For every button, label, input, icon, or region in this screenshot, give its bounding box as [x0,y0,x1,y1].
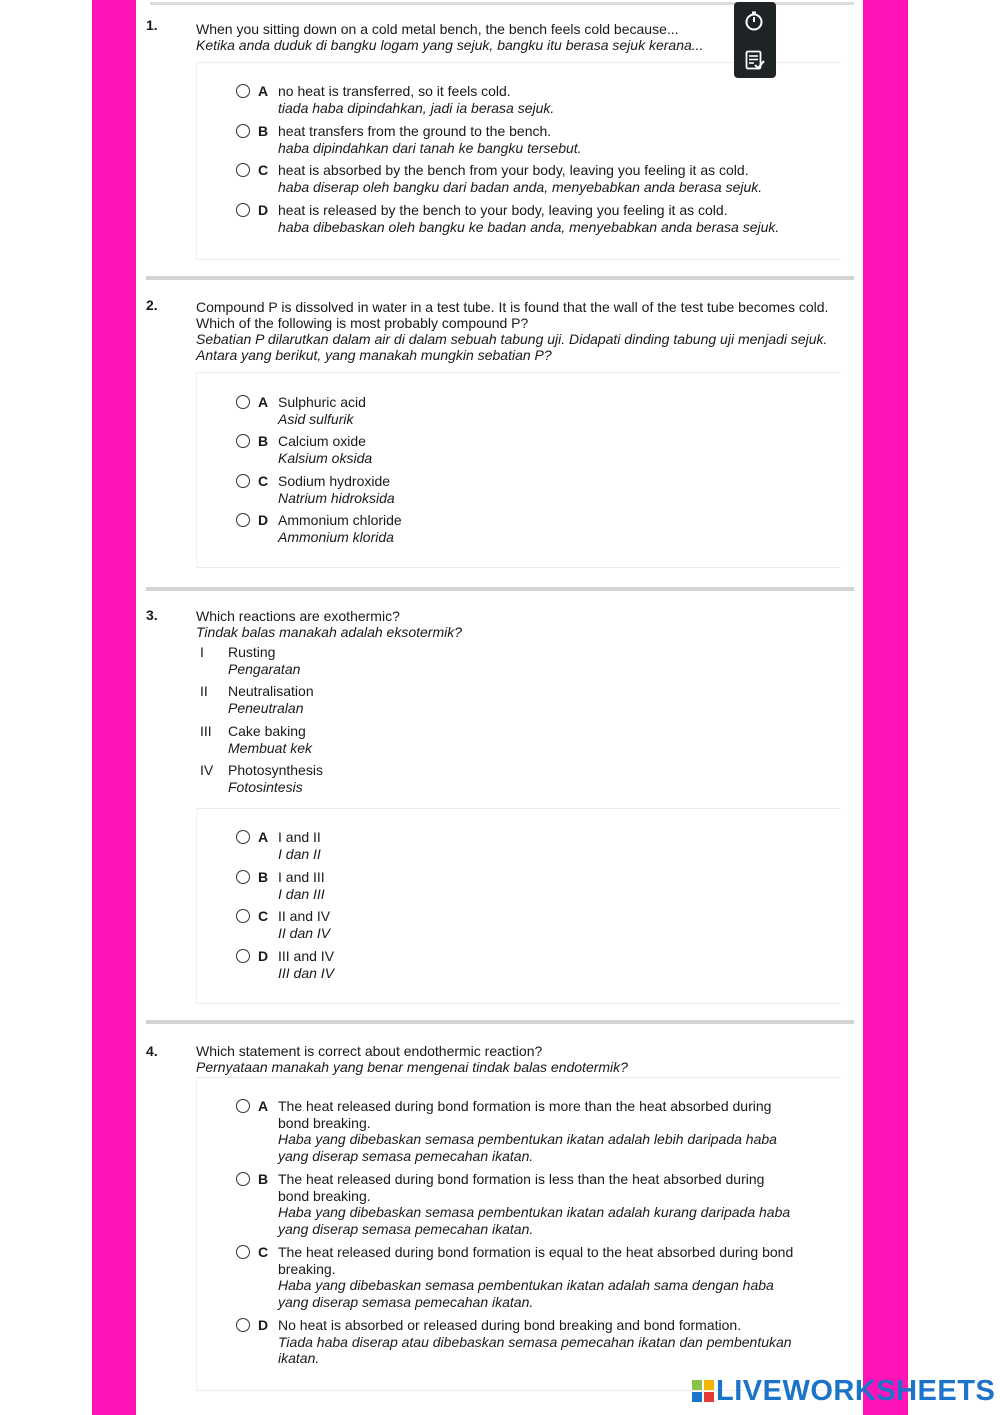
option-text-ms: I dan III [278,885,325,902]
statement-text-ms: Fotosintesis [228,778,303,795]
option-text-en: heat is released by the bench to your body, leaving you feeling it as cold. [278,202,728,218]
statement-text-en: Rusting [228,644,276,660]
option-letter: A [258,394,269,410]
question-2-number: 2. [146,297,158,313]
option-letter: D [258,948,269,964]
statement-text-ms: Pengaratan [228,660,301,677]
option-text-en: Ammonium chloride [278,512,402,528]
question-3-number: 3. [146,607,158,623]
option-text-ms: III dan IV [278,964,335,981]
liveworksheets-brand[interactable] [692,1374,995,1408]
statement-text-ms: Peneutralan [228,699,304,716]
question-2-text [196,299,836,363]
option-letter: B [258,433,269,449]
option-text-en: heat is absorbed by the bench from your body, leaving you feeling it as cold. [278,162,749,178]
option-text-en: The heat released during bond formation is equal to the heat absorbed during bond breaking. [278,1244,794,1277]
statement-text-ms: Membuat kek [228,739,313,756]
option-letter: B [258,1171,269,1187]
radio-button[interactable] [236,870,250,884]
question-1-number: 1. [146,17,158,33]
statement-numeral: I [200,644,204,660]
option-text-ms: haba dibebaskan oleh bangku ke badan anda, menyebabkan anda berasa sejuk. [278,218,780,235]
option-text-en: Calcium oxide [278,433,366,449]
radio-button[interactable] [236,1245,250,1259]
radio-button[interactable] [236,434,250,448]
brand-name: LIVEWORKSHEETS [716,1374,996,1407]
radio-button[interactable] [236,949,250,963]
option-text-ms: tiada haba dipindahkan, jadi ia berasa sejuk. [278,99,555,116]
option-letter: D [258,512,269,528]
right-pink-band [863,0,908,1415]
statement-numeral: II [200,683,208,699]
option-letter: C [258,473,269,489]
question-4-text [196,1043,836,1075]
option-text-ms: Tiada haba diserap atau dibebaskan semasa pemecahan ikatan dan pembentukan ikatan. [278,1333,792,1366]
floating-toolbar [734,2,776,78]
option-text-en: III and IV [278,948,335,964]
option-letter: C [258,1244,269,1260]
option-letter: C [258,162,269,178]
statement-text-en: Photosynthesis [228,762,323,778]
option-letter: D [258,1317,269,1333]
radio-button[interactable] [236,830,250,844]
radio-button[interactable] [236,513,250,527]
option-text-ms: Asid sulfurik [278,410,354,427]
option-text-en: heat transfers from the ground to the bench. [278,123,552,139]
option-text-en: The heat released during bond formation is more than the heat absorbed during bond breaking. [278,1098,772,1131]
question-4-number: 4. [146,1043,158,1059]
option-letter: A [258,83,269,99]
option-text-en: Sulphuric acid [278,394,366,410]
question-2-text-ms: Sebatian P dilarutkan dalam air di dalam sebuah tabung uji. Didapati dinding tabung uji menjadi sejuk. Antara yang berikut, yang manakah mungkin sebatian P? [196,331,828,363]
question-divider [146,1020,854,1024]
liveworksheets-logo-icon [692,1380,714,1402]
option-text-ms: haba diserap oleh bangku dari badan anda, menyebabkan anda berasa sejuk. [278,178,763,195]
radio-button[interactable] [236,163,250,177]
statement-numeral: IV [200,762,214,778]
option-text-ms: Natrium hidroksida [278,489,395,506]
option-letter: C [258,908,269,924]
question-divider [146,587,854,591]
option-letter: B [258,869,269,885]
radio-button[interactable] [236,203,250,217]
question-2-text-en: Compound P is dissolved in water in a test tube. It is found that the wall of the test tube becomes cold. Which of the following is most probably compound P? [196,299,829,331]
question-4-text-en: Which statement is correct about endothermic reaction? [196,1043,543,1059]
radio-button[interactable] [236,84,250,98]
option-text-en: no heat is transferred, so it feels cold. [278,83,511,99]
option-text-en: I and II [278,829,321,845]
option-text-en: II and IV [278,908,331,924]
question-3-text-en: Which reactions are exothermic? [196,608,400,624]
radio-button[interactable] [236,124,250,138]
radio-button[interactable] [236,1318,250,1332]
option-text-en: The heat released during bond formation is less than the heat absorbed during bond breaking. [278,1171,765,1204]
option-text-ms: Haba yang dibebaskan semasa pembentukan ikatan adalah kurang daripada haba yang diserap semasa pemecahan ikatan. [278,1204,791,1237]
option-letter: A [258,829,269,845]
option-text-ms: II dan IV [278,924,331,941]
option-letter: A [258,1098,269,1114]
option-letter: B [258,123,269,139]
notes-check-icon[interactable] [745,50,765,70]
question-1-text-en: When you sitting down on a cold metal bench, the bench feels cold because... [196,21,679,37]
option-text-ms: Ammonium klorida [278,528,394,545]
option-text-ms: Haba yang dibebaskan semasa pembentukan ikatan adalah sama dengan haba yang diserap semasa pemecahan ikatan. [278,1277,774,1310]
worksheet-page [136,0,863,1415]
radio-button[interactable] [236,395,250,409]
option-text-ms: haba dipindahkan dari tanah ke bangku tersebut. [278,139,582,156]
statement-text-en: Neutralisation [228,683,314,699]
option-text-ms: Kalsium oksida [278,449,373,466]
stopwatch-icon[interactable] [744,11,764,31]
radio-button[interactable] [236,909,250,923]
option-text-en: No heat is absorbed or released during bond breaking and bond formation. [278,1317,742,1333]
statement-numeral: III [200,723,212,739]
option-text-ms: I dan II [278,845,321,862]
left-pink-band [92,0,136,1415]
question-4-text-ms: Pernyataan manakah yang benar mengenai tindak balas endotermik? [196,1059,628,1075]
statement-text-en: Cake baking [228,723,306,739]
question-divider [146,276,854,280]
radio-button[interactable] [236,1099,250,1113]
radio-button[interactable] [236,1172,250,1186]
radio-button[interactable] [236,474,250,488]
option-letter: D [258,202,269,218]
question-3-text-ms: Tindak balas manakah adalah eksotermik? [196,624,463,640]
question-3-text [196,608,836,640]
question-1-text-ms: Ketika anda duduk di bangku logam yang sejuk, bangku itu berasa sejuk kerana... [196,37,704,53]
option-text-en: I and III [278,869,325,885]
option-text-ms: Haba yang dibebaskan semasa pembentukan ikatan adalah lebih daripada haba yang diserap semasa pemecahan ikatan. [278,1131,777,1164]
option-text-en: Sodium hydroxide [278,473,391,489]
